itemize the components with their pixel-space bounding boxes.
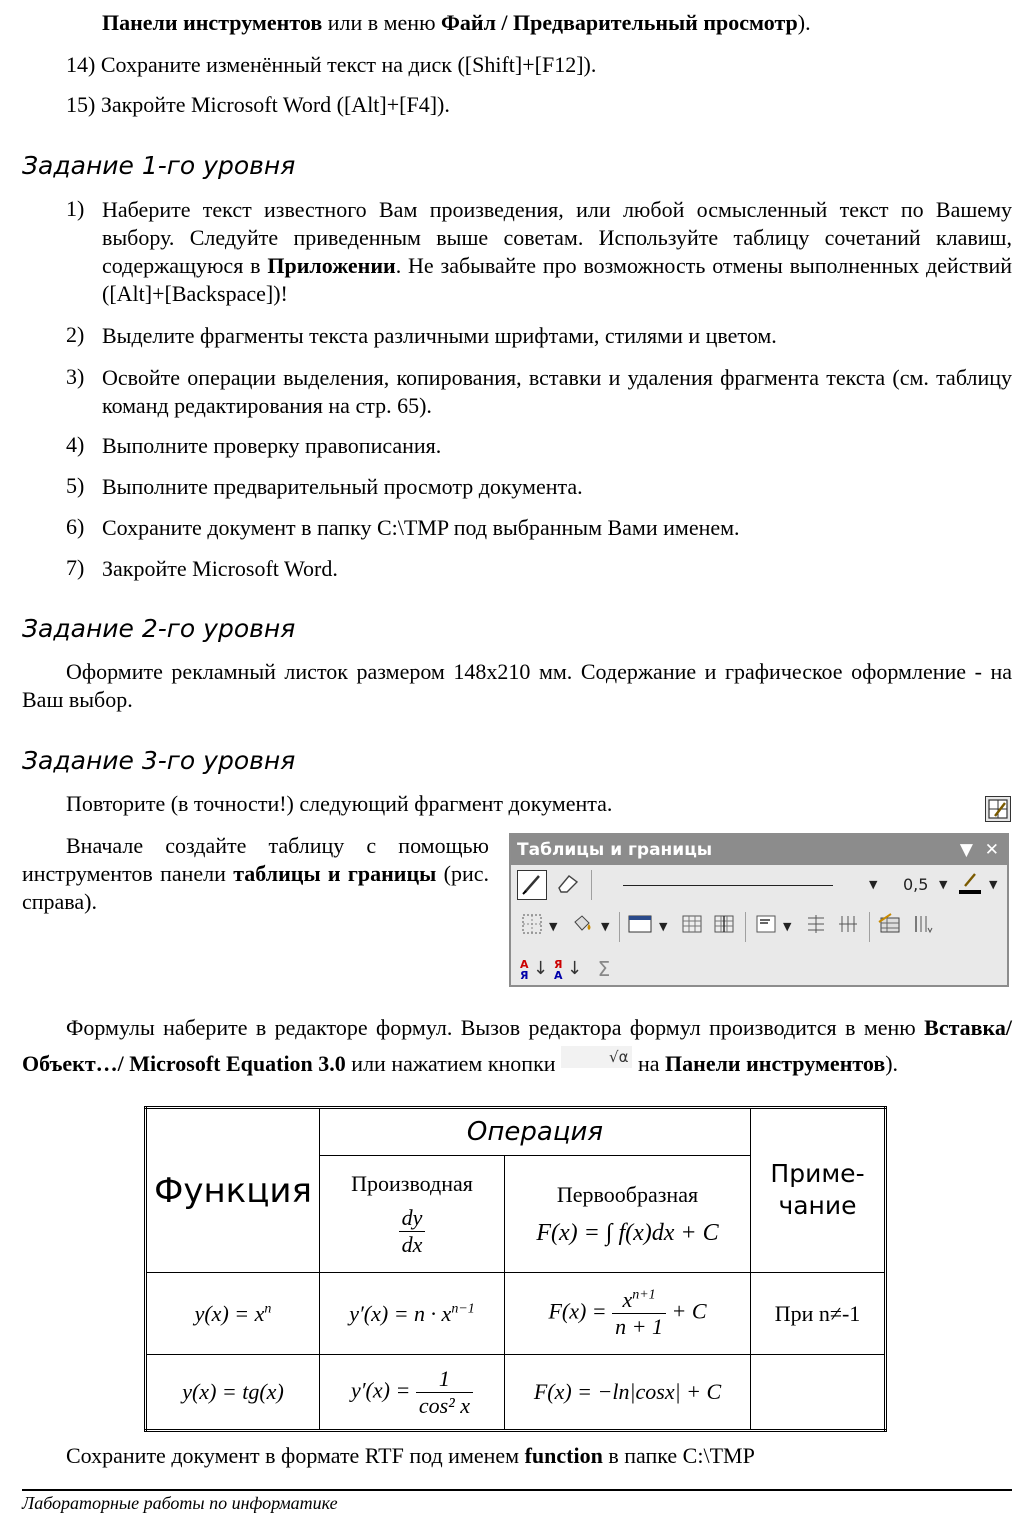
header-antiderivative xyxy=(505,1156,751,1273)
toolbar-row xyxy=(515,909,1005,945)
formula-text: F(x) = −ln|cosx| + C xyxy=(533,1379,722,1404)
header-function xyxy=(146,1108,320,1273)
distribute-columns-icon[interactable] xyxy=(833,912,863,942)
insert-table-icon[interactable] xyxy=(625,912,655,942)
item-text: . Не забывайте про возможность отмены выполненных действий ([Alt]+[Backspace])! xyxy=(102,253,1013,306)
list-item: Закройте Microsoft Word. xyxy=(102,556,338,581)
item-number: 4) xyxy=(66,432,85,457)
text-run: (рис. справа). xyxy=(22,861,489,914)
table-cell xyxy=(505,1355,751,1431)
formula-text: n+1 xyxy=(632,1287,656,1303)
formula-table xyxy=(144,1106,887,1432)
border-color-icon[interactable] xyxy=(955,870,985,900)
tables-borders-toolbar xyxy=(509,833,1009,987)
item-text: Наберите текст известного Вам произведения, или любой осмысленный текст по Вашему выбору. Следуйте приведенным выше советам. Используйте таблицу сочетаний клавиш, содержащуюся в xyxy=(102,197,1012,278)
bold-term: function xyxy=(524,1443,603,1468)
formula-text: dy xyxy=(401,1204,423,1230)
formula-text: y′(x) = xyxy=(350,1377,411,1403)
task2-paragraph: Оформите рекламный листок размером 148х210 мм. Содержание и графическое оформление - на Ваш выбор. xyxy=(22,659,1012,712)
toolbar-row xyxy=(515,951,1005,987)
list-item xyxy=(66,52,596,78)
table-cell xyxy=(320,1355,505,1431)
header-text: Производная xyxy=(351,1170,473,1196)
text-run: Формулы наберите в редакторе формул. Вызов редактора формул производится в меню xyxy=(66,1015,925,1040)
item-number: 1) xyxy=(66,196,85,221)
task3-paragraph xyxy=(22,832,489,916)
table-cell xyxy=(146,1273,320,1355)
formula-text: n xyxy=(264,1301,272,1317)
header-operation: Операция xyxy=(320,1108,751,1156)
bold-term: Приложении xyxy=(267,253,396,278)
task1-heading: Задание 1-го уровня xyxy=(22,151,296,180)
formula-text: cos² x xyxy=(416,1392,473,1419)
formula-text: F(x) = ∫ f(x)dx + C xyxy=(536,1219,719,1246)
bold-term: Файл / Предварительный просмотр xyxy=(441,10,798,35)
task3-heading: Задание 3-го уровня xyxy=(22,746,296,775)
bold-term: Панели инструментов xyxy=(102,10,323,35)
table-cell xyxy=(751,1355,886,1431)
formula-text: dx xyxy=(399,1231,426,1258)
sort-letter: Я xyxy=(554,958,563,971)
item-text: Сохраните изменённый текст на диск ([Shift]+[F12]). xyxy=(100,52,597,77)
text-run: ). xyxy=(885,1051,899,1076)
chevron-down-icon[interactable]: ▼ xyxy=(783,920,792,933)
text-run: или нажатием кнопки xyxy=(345,1051,562,1076)
bold-term: таблицы и границы xyxy=(233,861,437,886)
sort-ascending-icon[interactable]: А Я ↓ xyxy=(520,958,549,982)
sort-letter: Я xyxy=(520,969,529,982)
split-cells-icon[interactable] xyxy=(709,912,739,942)
menu-path: Вставка/ Объект…/ Microsoft Equation 3.0 xyxy=(22,1015,1012,1076)
list-item xyxy=(102,196,1012,308)
chevron-down-icon[interactable]: ▼ xyxy=(659,920,668,933)
shading-icon[interactable] xyxy=(567,912,597,942)
formula-text: n−1 xyxy=(451,1301,475,1317)
chevron-down-icon[interactable]: ▼ xyxy=(601,920,610,933)
text-run: в папке C:\TMP xyxy=(602,1443,755,1468)
close-icon[interactable]: ✕ xyxy=(984,840,999,860)
header-text: Функция xyxy=(154,1170,312,1211)
toolbar-separator xyxy=(591,870,592,900)
pencil-icon[interactable] xyxy=(517,870,547,900)
formula-text: y(x) = x xyxy=(194,1300,265,1326)
item-number: 14) xyxy=(66,52,96,77)
toolbar-title: Таблицы и границы xyxy=(517,840,713,860)
toolbar-separator xyxy=(745,912,746,942)
formula-text: n + 1 xyxy=(612,1313,666,1340)
formula-text: 1 xyxy=(438,1365,450,1391)
header-note xyxy=(751,1108,886,1273)
task2-heading: Задание 2-го уровня xyxy=(22,614,296,643)
text-run: Сохраните документ в формате RTF под именем xyxy=(66,1443,525,1468)
chevron-down-icon[interactable]: ▼ xyxy=(989,878,998,891)
text-run: или в меню xyxy=(322,10,442,35)
sort-descending-icon[interactable]: Я А ↓ xyxy=(554,958,583,982)
table-cell: При n≠-1 xyxy=(751,1273,886,1355)
equation-button-icon: √α xyxy=(561,1046,632,1068)
item-number: 2) xyxy=(66,322,85,347)
table-pencil-icon xyxy=(986,797,1010,821)
task3-paragraph xyxy=(22,1010,1012,1082)
chevron-down-icon[interactable]: ▼ xyxy=(869,878,878,891)
autosum-icon[interactable]: Σ xyxy=(597,957,611,981)
footer-text: Лабораторные работы по информатике xyxy=(22,1493,338,1513)
eraser-icon[interactable] xyxy=(553,870,583,900)
header-text: Первообразная xyxy=(556,1181,699,1207)
formula-text: y(x) = tg(x) xyxy=(182,1379,284,1404)
task3-paragraph xyxy=(66,1443,755,1469)
header-text: Приме-чание xyxy=(770,1158,865,1220)
tables-borders-button-icon[interactable] xyxy=(985,796,1011,822)
toolbar-title-bar[interactable] xyxy=(511,835,1007,865)
list-item: Сохраните документ в папку C:\TMP под выбранным Вами именем. xyxy=(102,515,740,540)
sort-letter: А xyxy=(554,969,563,982)
text-run: на xyxy=(632,1051,666,1076)
list-item: Освойте операции выделения, копирования, вставки и удаления фрагмента текста (см. таблицу команд редактирования на стр. 65). xyxy=(102,365,1012,418)
table-cell xyxy=(146,1355,320,1431)
task3-paragraph: Повторите (в точности!) следующий фрагмент документа. xyxy=(66,791,613,816)
line-weight-dropdown[interactable]: 0,5 xyxy=(903,875,929,894)
toolbar-row xyxy=(515,867,1005,903)
item-number: 15) xyxy=(66,92,96,117)
item-number: 3) xyxy=(66,364,85,389)
align-icon[interactable] xyxy=(751,912,781,942)
line-style-icon[interactable] xyxy=(623,885,833,886)
chevron-down-icon[interactable]: ▼ xyxy=(939,878,948,891)
chevron-down-icon[interactable]: ▼ xyxy=(549,920,558,933)
formula-text: x xyxy=(622,1287,633,1312)
bold-term: Панели инструментов xyxy=(665,1051,886,1076)
distribute-rows-icon[interactable] xyxy=(801,912,831,942)
item-number: 7) xyxy=(66,555,85,580)
formula-text: y′(x) = n · x xyxy=(349,1300,452,1326)
autoformat-icon[interactable] xyxy=(875,912,905,942)
merge-cells-icon[interactable] xyxy=(677,912,707,942)
toolbar-separator xyxy=(869,912,870,942)
toolbar-separator xyxy=(619,912,620,942)
item-number: 5) xyxy=(66,473,85,498)
borders-icon[interactable] xyxy=(517,912,547,942)
table-cell xyxy=(320,1273,505,1355)
text-run: Вначале создайте таблицу с помощью инструментов панели xyxy=(22,833,489,886)
text-run: ). xyxy=(797,10,811,35)
toolbar-menu-icon[interactable]: ▼ xyxy=(959,840,973,860)
list-item: Выполните предварительный просмотр документа. xyxy=(102,474,583,499)
formula-text: F(x) = xyxy=(548,1298,607,1324)
list-item: Выделите фрагменты текста различными шрифтами, стилями и цветом. xyxy=(102,323,777,348)
formula-text: + C xyxy=(671,1298,707,1324)
sort-letter: А xyxy=(520,958,529,971)
footer-rule xyxy=(22,1489,1012,1491)
list-item: Выполните проверку правописания. xyxy=(102,433,442,458)
continued-line xyxy=(102,10,811,36)
item-text: Закройте Microsoft Word ([Alt]+[F4]). xyxy=(100,92,450,117)
item-number: 6) xyxy=(66,514,85,539)
header-derivative xyxy=(320,1156,505,1273)
table-cell xyxy=(505,1273,751,1355)
list-item xyxy=(66,92,450,118)
text-direction-icon[interactable] xyxy=(907,912,937,942)
